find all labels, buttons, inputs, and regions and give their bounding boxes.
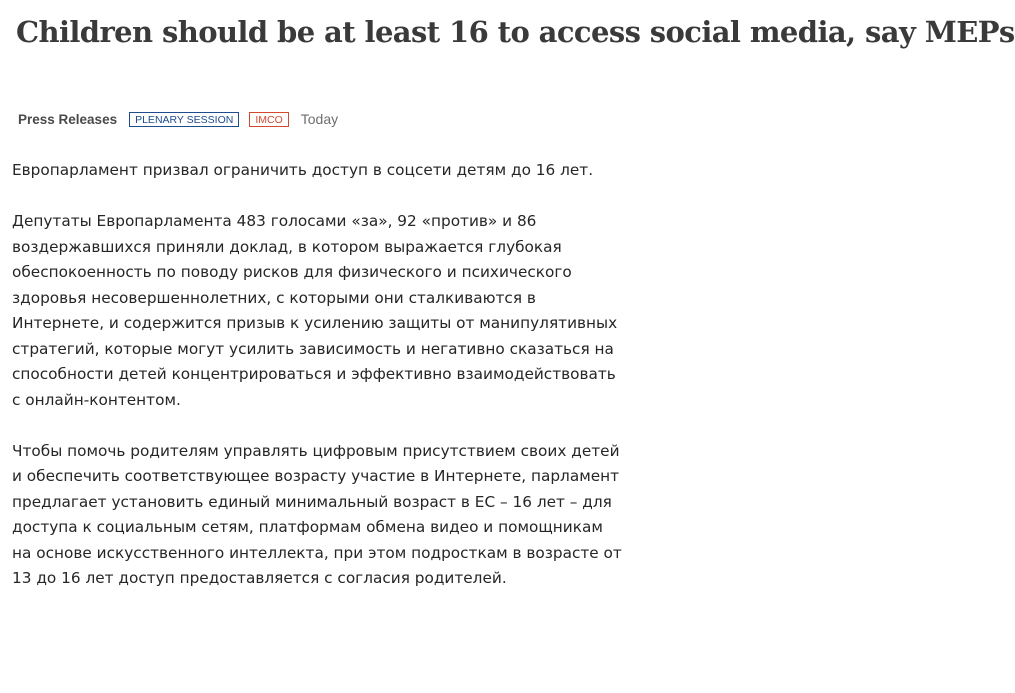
article-body xyxy=(12,158,624,592)
paragraph: Европарламент призвал ограничить доступ в соцсети детям до 16 лет. xyxy=(12,161,594,179)
article-title: Children should be at least 16 to access social media, say MEPs xyxy=(16,15,1015,49)
tag-plenary-session[interactable]: PLENARY SESSION xyxy=(129,112,239,127)
tag-imco[interactable]: IMCO xyxy=(249,112,288,127)
article-meta xyxy=(18,109,338,129)
publish-date: Today xyxy=(300,111,339,127)
section-link[interactable]: Press Releases xyxy=(18,111,118,127)
paragraph: Депутаты Европарламента 483 голосами «за», 92 «против» и 86 воздержавшихся приняли доклад, в котором выражается глубокая обеспокоенность по поводу рисков для физического и психического здоровья несовершеннолетних, с которыми они сталкиваются в Интернете, и содержится призыв к усилению защиты от манипулятивных стратегий, которые могут усилить зависимость и негативно сказаться на способности детей концентрироваться и эффективно взаимодействовать с онлайн-контентом. xyxy=(12,212,618,409)
paragraph: Чтобы помочь родителям управлять цифровым присутствием своих детей и обеспечить соответствующее возрасту участие в Интернете, парламент предлагает установить единый минимальный возраст в ЕС – 16 лет – для доступа к социальным сетям, платформам обмена видео и помощникам на основе искусственного интеллекта, при этом подросткам в возрасте от 13 до 16 лет доступ предоставляется с согласия родителей. xyxy=(12,441,622,587)
